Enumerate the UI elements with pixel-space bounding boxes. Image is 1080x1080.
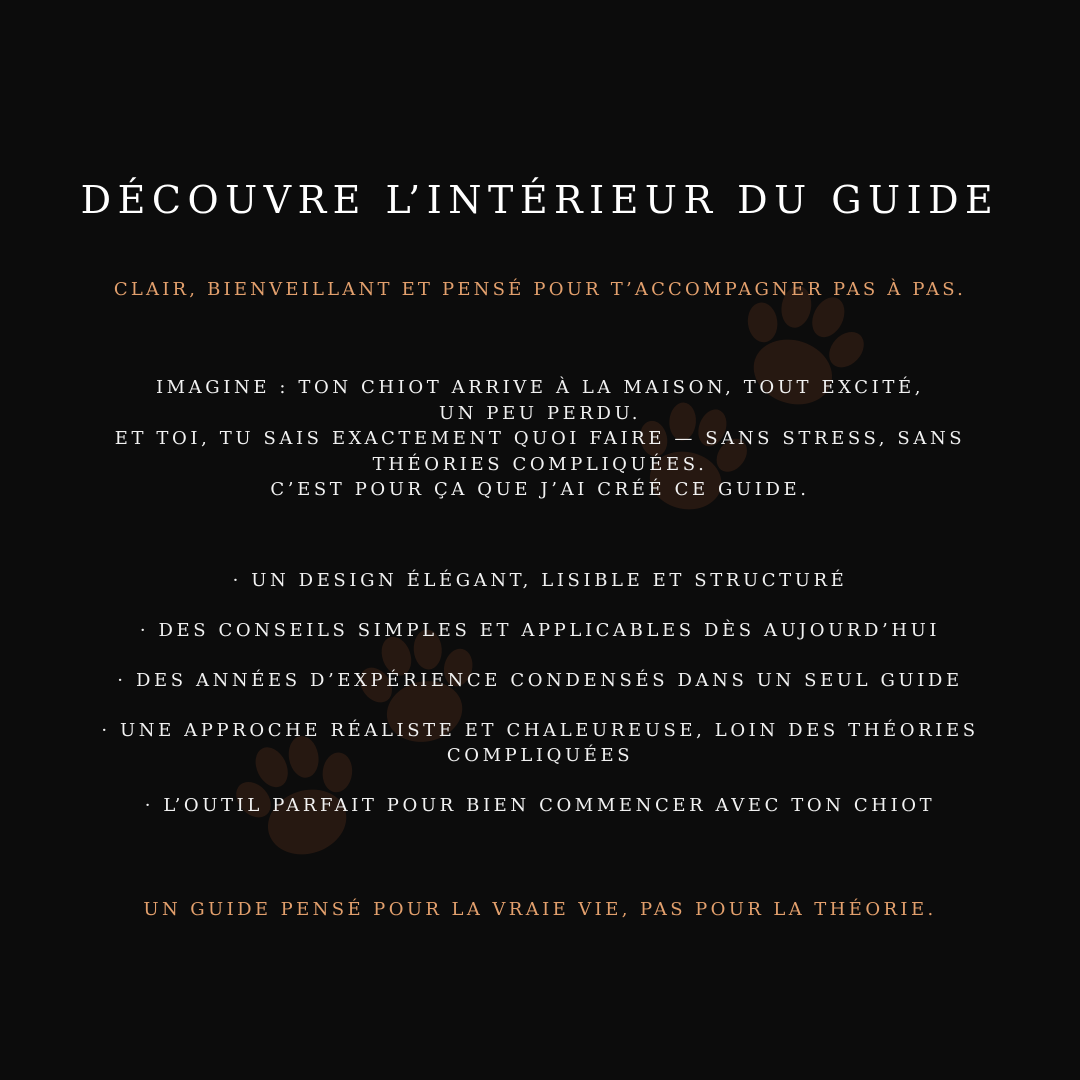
- feature-item: · UN DESIGN ÉLÉGANT, LISIBLE ET STRUCTURÉ: [232, 570, 848, 591]
- intro-line: ET TOI, TU SAIS EXACTEMENT QUOI FAIRE — SANS STRESS, SANS: [114, 428, 966, 449]
- page-subtitle: CLAIR, BIENVEILLANT ET PENSÉ POUR T’ACCOMPAGNER PAS À PAS.: [113, 279, 967, 300]
- feature-item: · DES ANNÉES D’EXPÉRIENCE CONDENSÉS DANS UN SEUL GUIDE: [117, 670, 963, 691]
- feature-item: · DES CONSEILS SIMPLES ET APPLICABLES DÈS AUJOURD’HUI: [139, 620, 941, 641]
- feature-item: · L’OUTIL PARFAIT POUR BIEN COMMENCER AVEC TON CHIOT: [144, 795, 936, 816]
- closing-tagline: UN GUIDE PENSÉ POUR LA VRAIE VIE, PAS POUR LA THÉORIE.: [143, 899, 937, 920]
- page-title: DÉCOUVRE L’INTÉRIEUR DU GUIDE: [80, 178, 1000, 222]
- intro-line: UN PEU PERDU.: [438, 402, 642, 424]
- feature-item: · UNE APPROCHE RÉALISTE ET CHALEUREUSE, LOIN DES THÉORIES COMPLIQUÉES: [101, 720, 979, 766]
- intro-line: C’EST POUR ÇA QUE J’AI CRÉÉ CE GUIDE.: [270, 479, 810, 500]
- intro-line: THÉORIES COMPLIQUÉES.: [372, 453, 708, 475]
- intro-line: IMAGINE : TON CHIOT ARRIVE À LA MAISON, TOUT EXCITÉ,: [155, 377, 925, 398]
- intro-paragraph: [60, 375, 1020, 503]
- feature-list: [40, 568, 1040, 818]
